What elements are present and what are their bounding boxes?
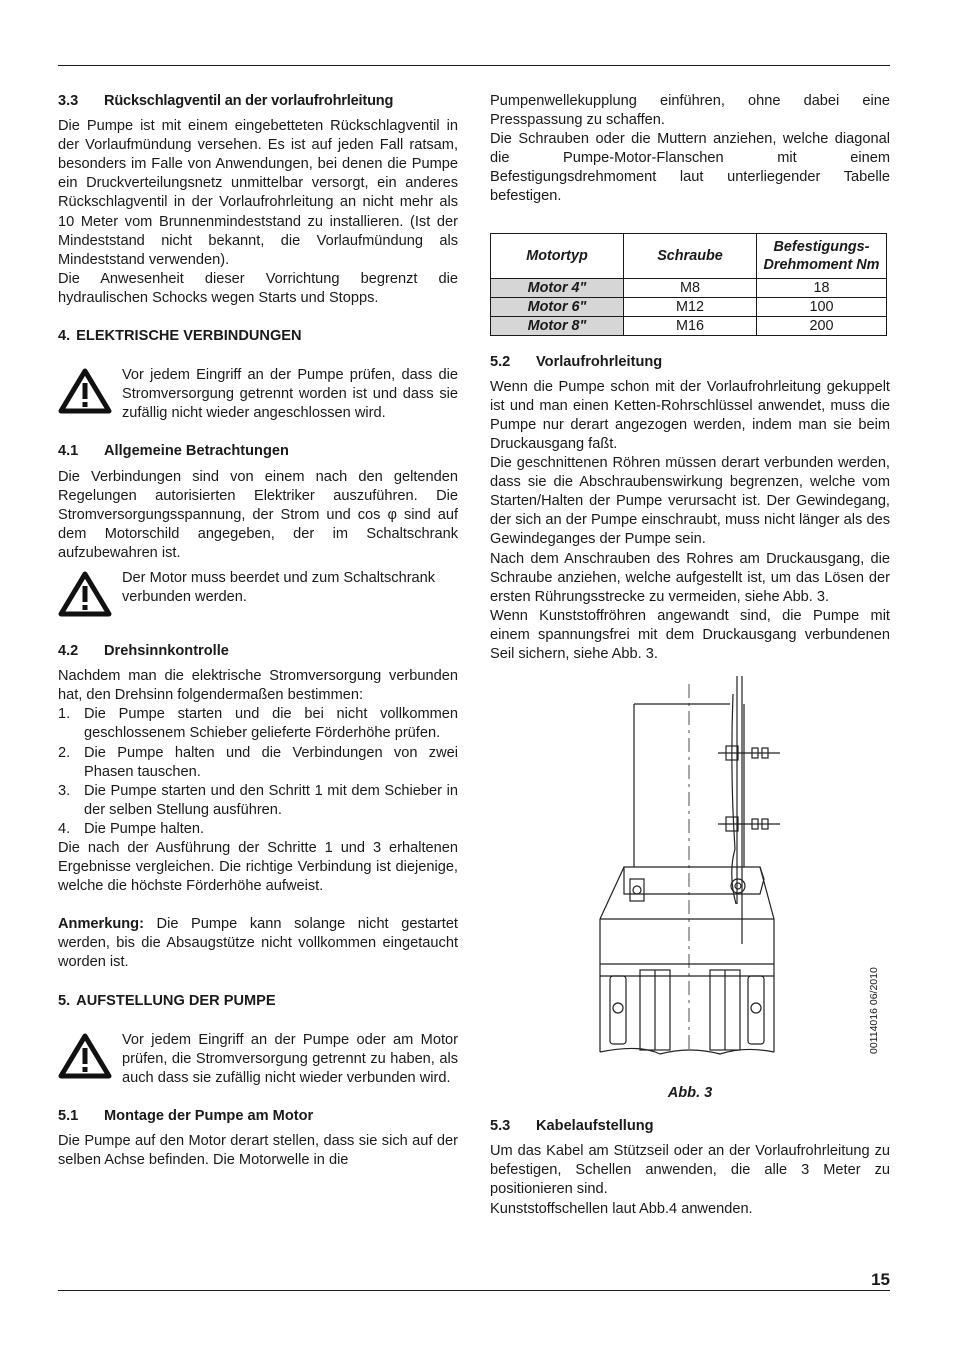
warning-block: Der Motor muss beerdet und zum Schaltschrank verbunden werden. xyxy=(58,569,458,623)
paragraph: Kunststoffschellen laut Abb.4 anwenden. xyxy=(490,1200,753,1217)
paragraph: Die Anwesenheit dieser Vorrichtung begrenzt die hydraulischen Schocks wegen Starts und Stopps. xyxy=(58,270,458,306)
paragraph: Nachdem man die elektrische Stromversorgung verbunden hat, den Drehsinn folgendermaßen bestimmen: xyxy=(58,668,458,704)
figure-caption: Abb. 3 xyxy=(667,1085,713,1102)
left-column xyxy=(58,92,458,1170)
warning-block: Vor jedem Eingriff an der Pumpe prüfen, dass die Stromversorgung getrennt worden ist und dass sie zufällig nicht wieder angeschlossen wird. xyxy=(58,366,458,423)
warning-icon xyxy=(58,1031,122,1085)
note-paragraph: Anmerkung: Die Pumpe kann solange nicht gestartet werden, bis die Absaugstütze nicht vollkommen eingetaucht worden ist. xyxy=(58,916,458,971)
heading-5-2: 5.2 Vorlaufrohrleitung xyxy=(490,353,663,370)
paragraph: Die Pumpe ist mit einem eingebetteten Rückschlagventil in der Vorlaufmündung versehen. Es ist auf jeden Fall ratsam, besonders im Falle von Anwendungen, bei denen die Pumpe ein Druckverteilungsnetz unmittelbar versorgt, ein anderes Rückschlagventil in der Vorlaufrohrleitung an nicht mehr als 10 Meter vom Brunnenmindeststand zu installieren. (Ist der Mindeststand nicht bekannt, die Vorlaufmündung als Mindeststand verwenden). xyxy=(58,118,458,268)
pump-mounting-drawing xyxy=(490,674,890,1082)
paragraph: Die nach der Ausführung der Schritte 1 und 3 erhaltenen Ergebnisse vergleichen. Die richtige Verbindung ist diejenige, welche die höchste Förderhöhe aufweist. xyxy=(58,840,458,895)
heading-4-1: 4.1 Allgemeine Betrachtungen xyxy=(58,443,289,460)
right-column xyxy=(490,92,890,1219)
paragraph: Die Schrauben oder die Muttern anziehen, welche diagonal die Pumpe-Motor-Flanschen mit einem Befestigungsdrehmoment laut unterliegender Tabelle befestigen. xyxy=(490,131,890,205)
paragraph: Um das Kabel am Stützseil oder an der Vorlaufrohrleitung zu befestigen, Schellen anwenden, die alle 3 Meter zu positionieren sind. xyxy=(490,1143,890,1198)
heading-5: 5. AUFSTELLUNG DER PUMPE xyxy=(58,992,276,1009)
table-row: Motor 4" M8 18 xyxy=(491,278,887,297)
list-item: 1. Die Pumpe starten und die bei nicht vollkommen geschlossenem Schieber gelieferte Förderhöhe prüfen. xyxy=(58,706,458,742)
paragraph: Pumpenwellekupplung einführen, ohne dabei eine Presspassung zu schaffen. xyxy=(490,93,890,129)
table-header: Schraube xyxy=(624,233,757,278)
heading-4: 4. ELEKTRISCHE VERBINDUNGEN xyxy=(58,328,302,345)
warning-icon xyxy=(58,569,122,623)
list-item: 3. Die Pumpe starten und den Schritt 1 mit dem Schieber in der selben Stellung ausführen. xyxy=(58,782,458,818)
list-item: 2. Die Pumpe halten und die Verbindungen von zwei Phasen tauschen. xyxy=(58,744,458,780)
paragraph: Wenn die Pumpe schon mit der Vorlaufrohrleitung gekuppelt ist und man einen Ketten-Rohrschlüssel anwendet, muss die Pumpe nur derart angezogen werden, indem man sie beim Druckausgang faßt. xyxy=(490,378,890,452)
table-header: Befestigungs- Drehmoment Nm xyxy=(757,233,887,278)
bottom-rule xyxy=(58,1290,890,1291)
heading-3-3: 3.3 Rückschlagventil an der vorlaufrohrleitung xyxy=(58,93,394,109)
table-header: Motortyp xyxy=(491,233,624,278)
page-number: 15 xyxy=(871,1270,890,1289)
paragraph: Die Verbindungen sind von einem nach den geltenden Regelungen autorisierten Elektriker auszuführen. Die Stromversorgungsspannung, der Strom und cos φ sind auf dem Motorschild angegeben, der im Schaltschrank aufzubewahren ist. xyxy=(58,468,458,561)
warning-block: Vor jedem Eingriff an der Pumpe oder am Motor prüfen, die Stromversorgung getrennt zu haben, als auch dass sie zufällig nicht wieder verbunden wird. xyxy=(58,1031,458,1088)
heading-5-1: 5.1 Montage der Pumpe am Motor xyxy=(58,1107,314,1124)
figure-abb-3 xyxy=(490,674,890,1082)
paragraph: Die Pumpe auf den Motor derart stellen, dass sie sich auf der selben Achse befinden. Die Motorwelle in die xyxy=(58,1133,458,1169)
warning-icon xyxy=(58,366,122,420)
table-row: Motor 8" M16 200 xyxy=(491,316,887,335)
torque-table xyxy=(490,233,887,336)
heading-5-3: 5.3 Kabelaufstellung xyxy=(490,1118,654,1135)
paragraph: Die geschnittenen Röhren müssen derart verbunden werden, dass sie die Abschraubenswirkung begrenzen, welche vom Starten/Halten der Pumpe verursacht ist. Der Gewindegang, der sich an der Pumpe einschraubt, muss nicht länger als des Gewindeganges der Pumpe sein. xyxy=(490,455,890,548)
steps-list xyxy=(58,705,458,839)
table-row: Motor 6" M12 100 xyxy=(491,297,887,316)
heading-4-2: 4.2 Drehsinnkontrolle xyxy=(58,643,229,660)
figure-code: 00114016 06/2010 xyxy=(868,967,880,1055)
paragraph: Wenn Kunststoffröhren angewandt sind, die Pumpe mit einem spannungsfrei mit dem Druckausgang verbundenen Seil sichern, siehe Abb. 3. xyxy=(490,607,890,662)
top-rule xyxy=(58,65,890,66)
list-item: 4. Die Pumpe halten. xyxy=(58,820,205,837)
paragraph: Nach dem Anschrauben des Rohres am Druckausgang, die Schraube anziehen, welche aufgestellt ist, um das Lösen der ersten Rührungsstrecke zu vermeiden, siehe Abb. 3. xyxy=(490,550,890,605)
